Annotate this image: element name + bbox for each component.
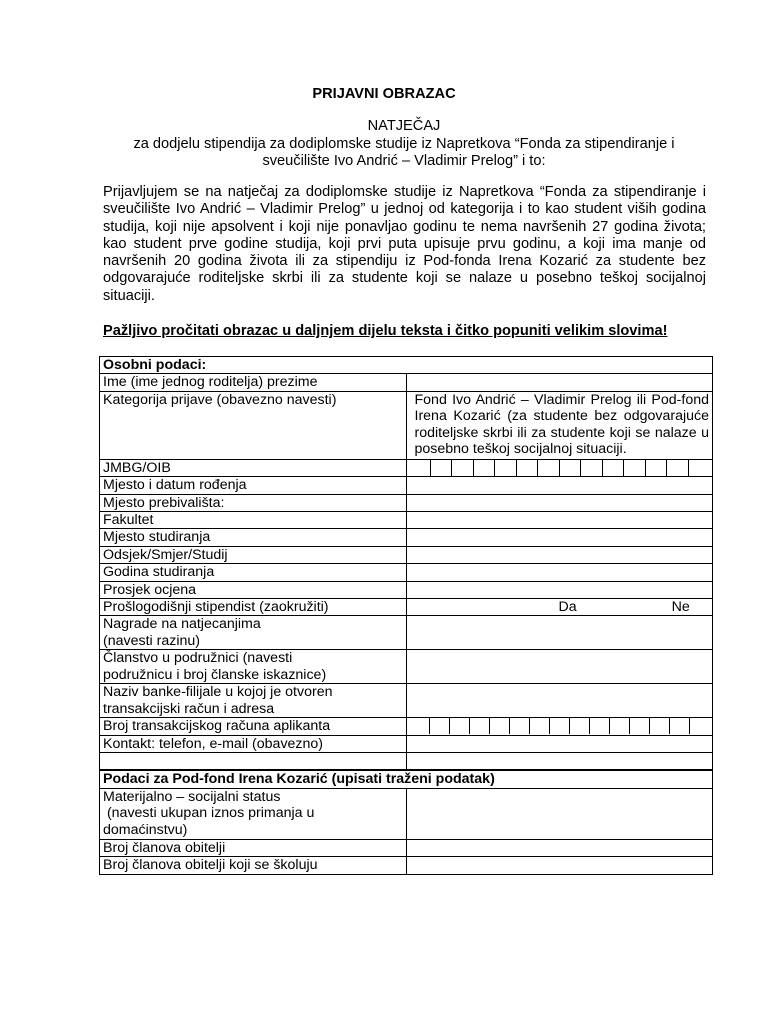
awards-label-line-1: Nagrade na natjecanjima	[103, 616, 261, 633]
competition-heading: NATJEČAJ	[367, 118, 441, 134]
study-year-label: Godina studiranja	[100, 564, 407, 581]
empty-row-field[interactable]	[406, 753, 713, 770]
department-label: Odsjek/Smjer/Studij	[100, 546, 407, 563]
awards-field[interactable]	[406, 616, 713, 650]
competition-line-2: sveučilište Ivo Andrić – Vladimir Prelog” i to:	[262, 153, 546, 169]
faculty-label: Fakultet	[100, 512, 407, 529]
personal-data-heading: Osobni podaci:	[100, 357, 713, 374]
account-field[interactable]	[406, 718, 713, 735]
contact-label: Kontakt: telefon, e-mail (obavezno)	[100, 735, 407, 752]
membership-label-line-2: podružnicu i broj članske iskaznice)	[103, 666, 327, 683]
grade-average-label: Prosjek ocjena	[100, 581, 407, 598]
contact-field[interactable]	[406, 735, 713, 752]
jmbg-label: JMBG/OIB	[100, 459, 407, 476]
fill-instruction: Pažljivo pročitati obrazac u daljnjem dijelu teksta i čitko popuniti velikim slovima!	[103, 323, 668, 339]
bank-label-line-2: transakcijski račun i adresa	[103, 700, 275, 717]
social-status-label-line-3: domaćinstvu)	[103, 821, 188, 838]
membership-label-line-1: Članstvo u podružnici (navesti	[103, 650, 293, 667]
social-status-label-line-1: Materijalno – socijalni status	[103, 789, 281, 805]
subfund-table	[99, 770, 713, 875]
social-status-field[interactable]	[406, 789, 713, 840]
study-year-field[interactable]	[406, 564, 713, 581]
jmbg-field[interactable]	[406, 459, 713, 476]
schooling-members-label: Broj članova obitelji koji se školuju	[100, 857, 407, 874]
birth-label: Mjesto i datum rođenja	[100, 477, 407, 494]
membership-field[interactable]	[406, 650, 713, 684]
residence-label: Mjesto prebivališta:	[100, 494, 407, 511]
grade-average-field[interactable]	[406, 581, 713, 598]
department-field[interactable]	[406, 546, 713, 563]
study-place-field[interactable]	[406, 529, 713, 546]
membership-label	[100, 650, 407, 684]
social-status-label	[100, 789, 407, 840]
study-place-label: Mjesto studiranja	[100, 529, 407, 546]
personal-data-table	[99, 356, 713, 770]
category-field[interactable]: Fond Ivo Andrić – Vladimir Prelog ili Pod-fond Irena Kozarić (za studente bez odgovarajuće roditeljske skrbi ili za studente koji se nalaze u posebno teškoj socijalnoj situaciji.	[406, 391, 713, 459]
family-members-label: Broj članova obitelji	[100, 840, 407, 857]
social-status-label-line-2: (navesti ukupan iznos primanja u	[103, 805, 315, 822]
prev-scholar-field	[406, 599, 713, 616]
schooling-members-field[interactable]	[406, 857, 713, 874]
faculty-field[interactable]	[406, 512, 713, 529]
bank-label-line-1: Naziv banke-filijale u kojoj je otvoren	[103, 684, 333, 701]
bank-label	[100, 684, 407, 718]
residence-field[interactable]	[406, 494, 713, 511]
family-members-field[interactable]	[406, 840, 713, 857]
prev-scholar-label: Prošlogodišnji stipendist (zaokružiti)	[100, 599, 407, 616]
category-label: Kategorija prijave (obavezno navesti)	[100, 391, 407, 459]
jmbg-digit-boxes[interactable]	[410, 460, 710, 476]
account-digit-boxes[interactable]	[410, 718, 710, 734]
intro-paragraph: Prijavljujem se na natječaj za dodiplomske studije iz Napretkova “Fonda za stipendiranje i sveučilište Ivo Andrić – Vladimir Prelog” u jednoj od kategorija i to kao student viših godina studija, koji nije apsolvent i koji nije ponavljao godinu te nema navršenih 27 godina života; kao student prve godine studija, koji prvi puta upisuje prvu godinu, a koji ima manje od navršenih 20 godina života ili za stipendiju iz Pod-fonda Irena Kozarić za studente bez odgovarajuće roditeljske skrbi ili za studente koji se nalaze u posebno teškoj socijalnoj situaciji.	[103, 184, 706, 304]
awards-label	[100, 616, 407, 650]
name-field[interactable]	[406, 374, 713, 391]
name-label: Ime (ime jednog roditelja) prezime	[100, 374, 407, 391]
birth-field[interactable]	[406, 477, 713, 494]
subfund-heading: Podaci za Pod-fond Irena Kozarić (upisati traženi podatak)	[100, 771, 713, 789]
awards-label-line-2: (navesti razinu)	[103, 632, 200, 649]
no-option[interactable]: Ne	[671, 599, 690, 616]
yes-option[interactable]: Da	[558, 599, 577, 616]
competition-line-1: za dodjelu stipendija za dodiplomske studije iz Napretkova “Fonda za stipendiranje i	[133, 136, 675, 152]
form-title: PRIJAVNI OBRAZAC	[312, 86, 456, 102]
account-label: Broj transakcijskog računa aplikanta	[100, 718, 407, 735]
bank-field[interactable]	[406, 684, 713, 718]
empty-row-label	[100, 753, 407, 770]
